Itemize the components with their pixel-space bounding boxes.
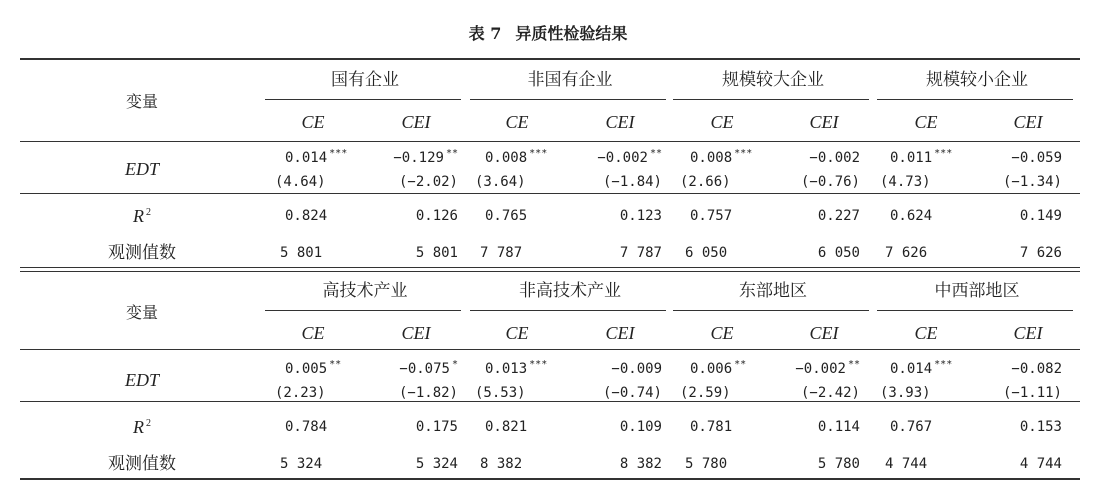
group-underline — [470, 310, 666, 311]
coefficient-value: 0.005 — [285, 361, 328, 377]
coefficient-value: 0.008 — [485, 150, 528, 166]
group-underline — [673, 310, 869, 311]
significance-stars: ** — [445, 148, 458, 160]
column-header: CE — [301, 323, 325, 343]
column-header: CEI — [605, 112, 635, 132]
t-statistic: (3.64) — [475, 174, 526, 190]
table-title — [0, 22, 1096, 46]
r2-value: 0.624 — [890, 208, 933, 224]
significance-stars: * — [451, 359, 458, 371]
observations-value: 5 324 — [280, 456, 323, 472]
group-header: 规模较大企业 — [722, 70, 824, 90]
observations-value: 5 324 — [415, 456, 458, 472]
edt-coefficient — [485, 148, 547, 168]
significance-stars: *** — [934, 359, 953, 371]
t-statistic: (−2.42) — [800, 385, 860, 401]
coefficient-value: −0.002 — [809, 150, 860, 166]
column-header: CEI — [401, 112, 431, 132]
row-label-obs: 观测值数 — [108, 454, 176, 474]
edt-coefficient — [952, 148, 1062, 168]
group-underline — [265, 99, 461, 100]
t-statistic: (2.23) — [275, 385, 326, 401]
r2-value: 0.781 — [690, 419, 733, 435]
t-statistic: (−1.11) — [1002, 385, 1062, 401]
column-header: CEI — [809, 323, 839, 343]
coefficient-value: 0.011 — [890, 150, 933, 166]
t-statistic: (3.93) — [880, 385, 931, 401]
significance-stars: ** — [649, 148, 662, 160]
r2-value: 0.126 — [415, 208, 458, 224]
coefficient-value: −0.075 — [399, 361, 450, 377]
observations-value: 6 050 — [685, 245, 728, 261]
edt-coefficient — [485, 359, 547, 379]
coefficient-value: −0.129 — [393, 150, 444, 166]
r2-value: 0.109 — [619, 419, 662, 435]
coefficient-value: 0.014 — [890, 361, 933, 377]
group-underline — [470, 99, 666, 100]
observations-value: 4 744 — [885, 456, 928, 472]
edt-coefficient — [750, 148, 860, 168]
t-statistic: (5.53) — [475, 385, 526, 401]
r2-value: 0.767 — [890, 419, 933, 435]
significance-stars: ** — [847, 359, 860, 371]
r2-value: 0.114 — [817, 419, 860, 435]
column-header: CEI — [605, 323, 635, 343]
column-header: CEI — [1013, 112, 1043, 132]
observations-value: 7 626 — [885, 245, 928, 261]
coefficient-value: −0.009 — [611, 361, 662, 377]
t-statistic: (−1.82) — [398, 385, 458, 401]
group-header: 非国有企业 — [527, 70, 613, 90]
edt-coefficient — [348, 359, 458, 379]
column-header: CE — [301, 112, 325, 132]
group-underline — [265, 310, 461, 311]
rule-edt-bottom-1 — [20, 193, 1080, 194]
row-label-edt: EDT — [124, 159, 159, 179]
group-header: 规模较小企业 — [926, 70, 1028, 90]
observations-value: 5 780 — [817, 456, 860, 472]
column-header: CE — [710, 112, 734, 132]
t-statistic: (4.73) — [880, 174, 931, 190]
column-header: CE — [710, 323, 734, 343]
observations-value: 8 382 — [480, 456, 523, 472]
t-statistic: (−0.74) — [602, 385, 662, 401]
r2-base: R — [133, 206, 144, 226]
edt-coefficient — [285, 148, 347, 168]
r2-value: 0.175 — [415, 419, 458, 435]
row-label-r2 — [82, 417, 202, 437]
rule-header-bottom-2 — [20, 349, 1080, 350]
r2-value: 0.757 — [690, 208, 733, 224]
coefficient-value: −0.002 — [597, 150, 648, 166]
significance-stars: ** — [734, 359, 747, 371]
edt-coefficient — [285, 359, 341, 379]
significance-stars: *** — [934, 148, 953, 160]
panel-separator-a — [20, 267, 1080, 268]
t-statistic: (−1.84) — [602, 174, 662, 190]
table-caption: 异质性检验结果 — [515, 24, 628, 43]
significance-stars: *** — [329, 148, 348, 160]
observations-value: 4 744 — [1019, 456, 1062, 472]
top-rule — [20, 58, 1080, 60]
group-header: 国有企业 — [331, 70, 399, 90]
observations-value: 8 382 — [619, 456, 662, 472]
column-header: CE — [914, 323, 938, 343]
edt-coefficient — [690, 359, 746, 379]
edt-coefficient — [750, 359, 860, 379]
r2-value: 0.824 — [285, 208, 328, 224]
observations-value: 7 787 — [480, 245, 523, 261]
r2-value: 0.149 — [1019, 208, 1062, 224]
observations-value: 5 801 — [280, 245, 323, 261]
t-statistic: (−1.34) — [1002, 174, 1062, 190]
column-header: CEI — [1013, 323, 1043, 343]
edt-coefficient — [552, 148, 662, 168]
row-label-r2 — [82, 206, 202, 226]
r2-value: 0.227 — [817, 208, 860, 224]
edt-coefficient — [952, 359, 1062, 379]
observations-value: 5 780 — [685, 456, 728, 472]
edt-coefficient — [552, 359, 662, 379]
r2-value: 0.784 — [285, 419, 328, 435]
bottom-rule — [20, 478, 1080, 480]
column-header: CE — [505, 323, 529, 343]
column-header: CEI — [401, 323, 431, 343]
r2-base: R — [133, 417, 144, 437]
coefficient-value: 0.008 — [690, 150, 733, 166]
coefficient-value: −0.059 — [1011, 150, 1062, 166]
column-header: CE — [505, 112, 529, 132]
edt-coefficient — [348, 148, 458, 168]
group-underline — [877, 310, 1073, 311]
significance-stars: *** — [529, 148, 548, 160]
table-number: 表 7 — [468, 24, 502, 43]
group-underline — [673, 99, 869, 100]
column-header: CE — [914, 112, 938, 132]
edt-coefficient — [890, 359, 952, 379]
edt-coefficient — [690, 148, 752, 168]
group-header: 中西部地区 — [934, 281, 1020, 301]
coefficient-value: −0.082 — [1011, 361, 1062, 377]
r2-value: 0.123 — [619, 208, 662, 224]
coefficient-value: 0.013 — [485, 361, 528, 377]
column-header: CEI — [809, 112, 839, 132]
group-underline — [877, 99, 1073, 100]
row-label-edt: EDT — [124, 370, 159, 390]
observations-value: 6 050 — [817, 245, 860, 261]
coefficient-value: −0.002 — [795, 361, 846, 377]
variable-header: 变量 — [125, 303, 158, 322]
group-header: 非高技术产业 — [519, 281, 621, 301]
edt-coefficient — [890, 148, 952, 168]
t-statistic: (−2.02) — [398, 174, 458, 190]
coefficient-value: 0.014 — [285, 150, 328, 166]
observations-value: 7 626 — [1019, 245, 1062, 261]
variable-header: 变量 — [125, 92, 158, 111]
r2-value: 0.153 — [1019, 419, 1062, 435]
rule-header-bottom-1 — [20, 141, 1080, 142]
t-statistic: (2.59) — [680, 385, 731, 401]
panel-separator-b — [20, 271, 1080, 272]
r2-value: 0.821 — [485, 419, 528, 435]
t-statistic: (4.64) — [275, 174, 326, 190]
t-statistic: (2.66) — [680, 174, 731, 190]
significance-stars: *** — [734, 148, 753, 160]
group-header: 东部地区 — [739, 281, 807, 301]
r2-exponent: 2 — [146, 418, 151, 429]
r2-value: 0.765 — [485, 208, 528, 224]
observations-value: 7 787 — [619, 245, 662, 261]
coefficient-value: 0.006 — [690, 361, 733, 377]
significance-stars: *** — [529, 359, 548, 371]
observations-value: 5 801 — [415, 245, 458, 261]
t-statistic: (−0.76) — [800, 174, 860, 190]
group-header: 高技术产业 — [322, 281, 408, 301]
significance-stars: ** — [329, 359, 342, 371]
r2-exponent: 2 — [146, 207, 151, 218]
row-label-obs: 观测值数 — [108, 243, 176, 263]
